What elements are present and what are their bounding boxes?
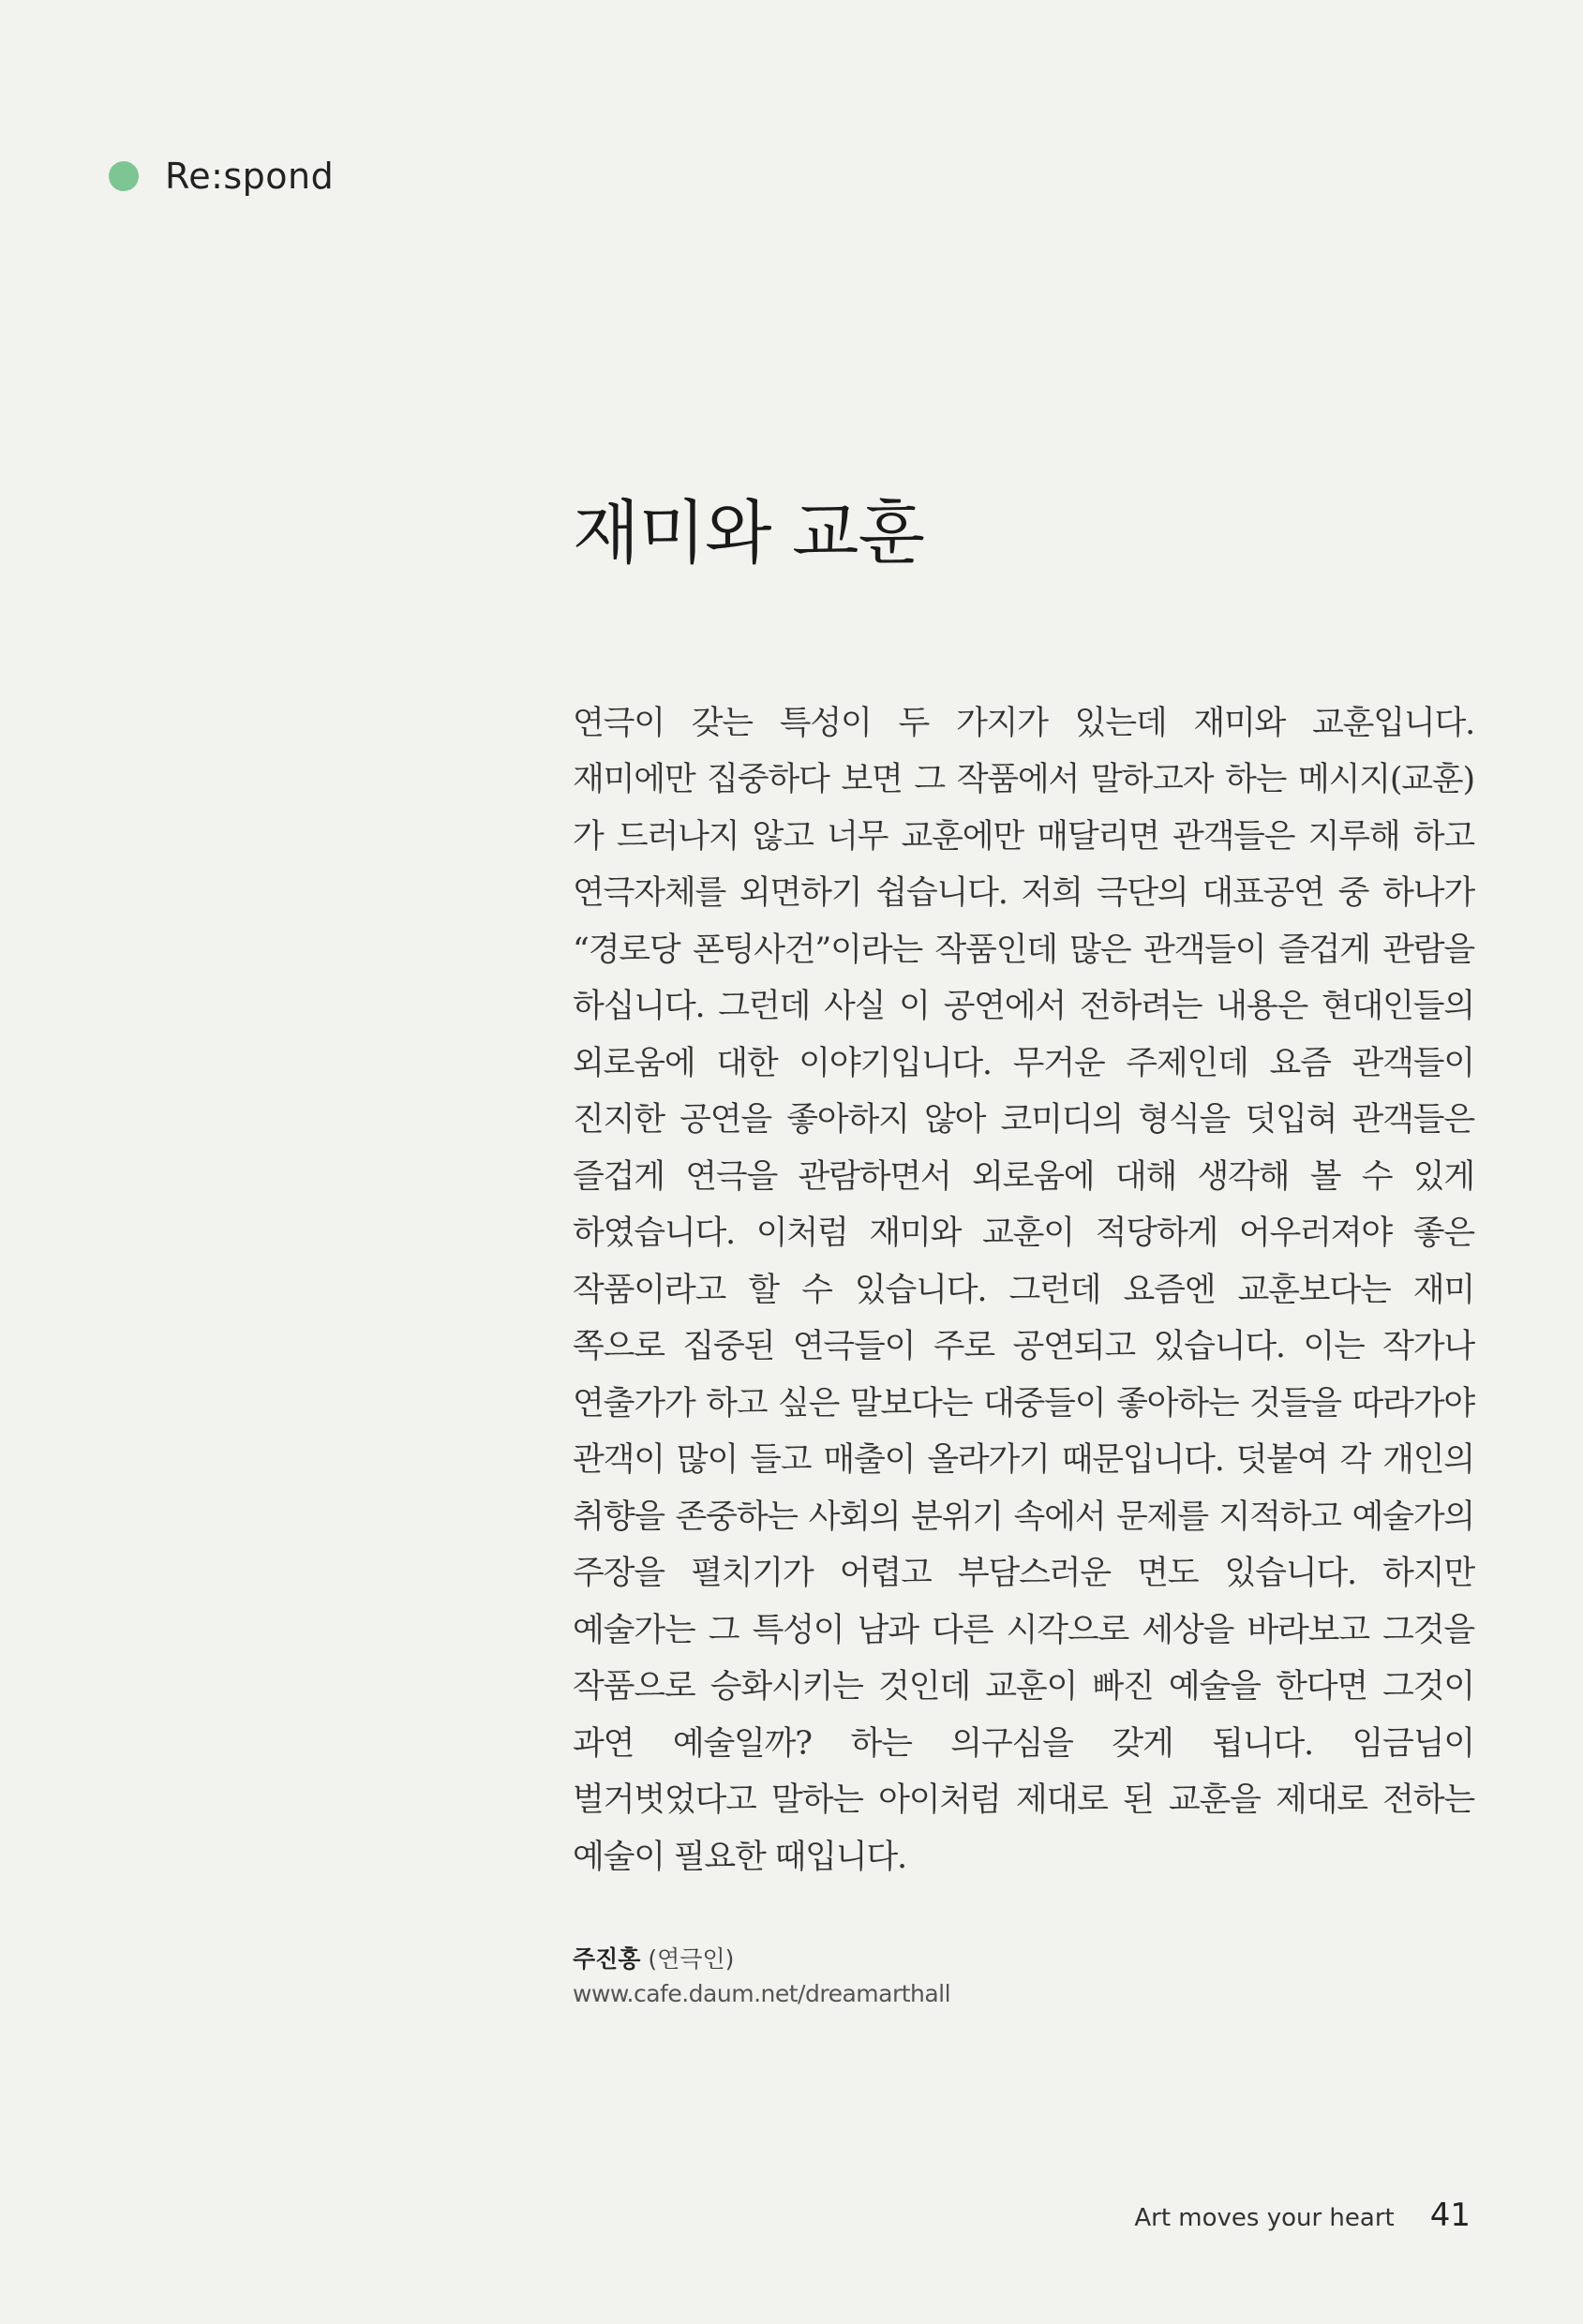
footer-tagline: Art moves your heart [1134, 2204, 1395, 2232]
article [573, 492, 1474, 2011]
article-title: 재미와 교훈 [573, 493, 924, 574]
section-tag [109, 156, 334, 197]
author-name: 주진홍 [573, 1945, 641, 1974]
page-number: 41 [1429, 2197, 1471, 2234]
byline [573, 1942, 1474, 2011]
page-footer [1134, 2197, 1471, 2234]
section-dot-icon [109, 161, 139, 191]
author-url-link[interactable]: www.cafe.daum.net/dreamarthall [573, 1980, 951, 2008]
section-label: Re:spond [165, 156, 335, 197]
author-role: (연극인) [648, 1945, 735, 1974]
article-body: 연극이 갖는 특성이 두 가지가 있는데 재미와 교훈입니다. 재미에만 집중하다 보면 그 작품에서 말하고자 하는 메시지(교훈)가 드러나지 않고 너무 교훈에만 매달리면 관객들은 지루해 하고 연극자체를 외면하기 쉽습니다. 저희 극단의 대표공연 중 하나가 “경로당 폰팅사건”이라는 작품인데 많은 관객들이 즐겁게 관람을 하십니다. 그런데 사실 이 공연에서 전하려는 내용은 현대인들의 외로움에 대한 이야기입니다. 무거운 주제인데 요즘 관객들이 진지한 공연을 좋아하지 않아 코미디의 형식을 덧입혀 관객들은 즐겁게 연극을 관람하면서 외로움에 대해 생각해 볼 수 있게 하였습니다. 이처럼 재미와 교훈이 적당하게 어우러져야 좋은 작품이라고 할 수 있습니다. 그런데 요즘엔 교훈보다는 재미 쪽으로 집중된 연극들이 주로 공연되고 있습니다. 이는 작가나 연출가가 하고 싶은 말보다는 대중들이 좋아하는 것들을 따라가야 관객이 많이 들고 매출이 올라가기 때문입니다. 덧붙여 각 개인의 취향을 존중하는 사회의 분위기 속에서 문제를 지적하고 예술가의 주장을 펼치기가 어렵고 부담스러운 면도 있습니다. 하지만 예술가는 그 특성이 남과 다른 시각으로 세상을 바라보고 그것을 작품으로 승화시키는 것인데 교훈이 빠진 예술을 한다면 그것이 과연 예술일까? 하는 의구심을 갖게 됩니다. 임금님이 벌거벗었다고 말하는 아이처럼 제대로 된 교훈을 제대로 전하는 예술이 필요한 때입니다. [573, 704, 1474, 1876]
